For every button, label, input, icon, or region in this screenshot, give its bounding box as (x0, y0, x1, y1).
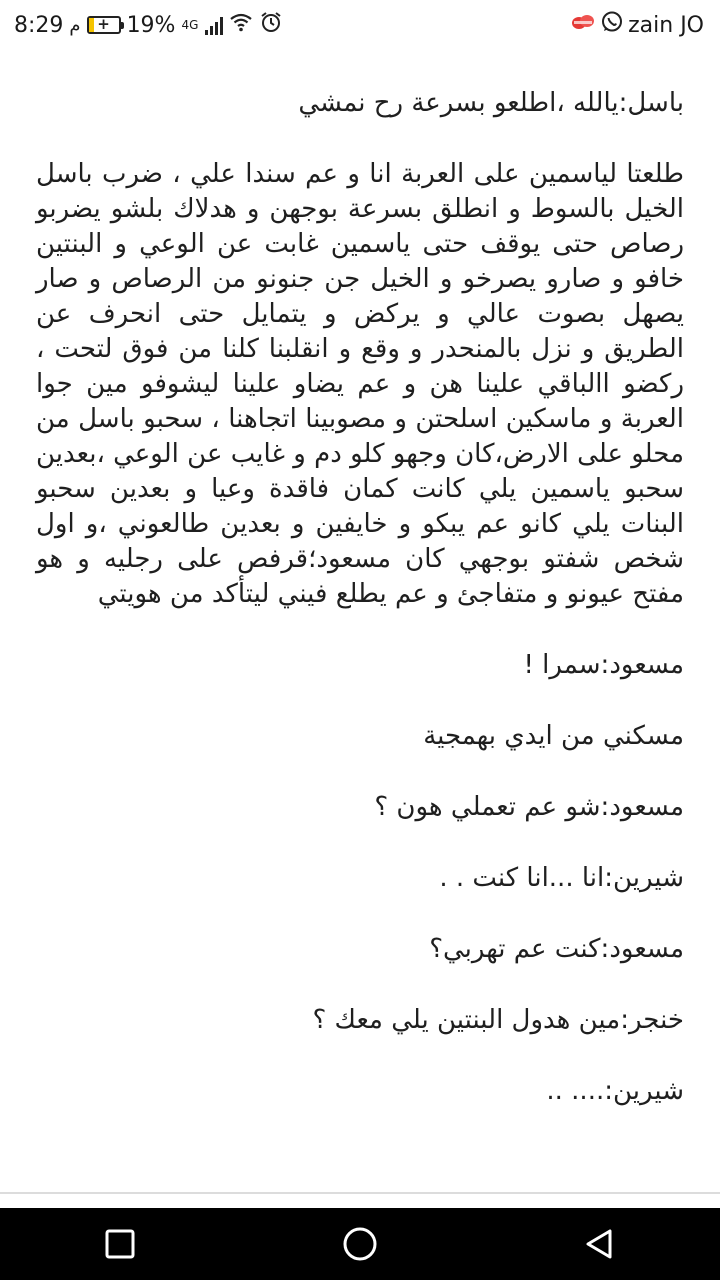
status-left-group (14, 10, 283, 40)
story-paragraph: خنجر:مين هدول البنتين يلي معك ؟ (312, 1005, 684, 1035)
story-paragraph: مسعود:سمرا ! (523, 650, 684, 680)
app-notification-icon (570, 12, 596, 38)
recent-apps-button[interactable] (80, 1214, 160, 1274)
status-am-pm: م (69, 14, 81, 36)
network-type: 4G (181, 18, 199, 32)
signal-icon (205, 15, 223, 35)
carrier-name: zain JO (628, 12, 704, 38)
story-paragraph: شيرين:انا ...انا كنت . . (439, 863, 684, 893)
content-divider (0, 1192, 720, 1194)
circle-icon (341, 1225, 379, 1263)
battery-charging-icon (87, 16, 121, 34)
status-bar (0, 0, 720, 50)
story-paragraph: باسل:يالله ،اطلعو بسرعة رح نمشي (298, 88, 684, 118)
wifi-icon (229, 12, 253, 38)
back-button[interactable] (560, 1214, 640, 1274)
story-paragraph: مسكني من ايدي بهمجية (423, 721, 684, 751)
home-button[interactable] (320, 1214, 400, 1274)
story-paragraph: شيرين:.... .. (546, 1076, 684, 1106)
story-paragraph: مسعود:شو عم تعملي هون ؟ (374, 792, 684, 822)
back-triangle-icon (583, 1227, 617, 1261)
story-text-area[interactable] (0, 50, 720, 1200)
alarm-icon (259, 10, 283, 40)
battery-percent: 19% (126, 12, 176, 38)
system-nav-bar (0, 1208, 720, 1280)
status-right-group (570, 10, 704, 40)
square-icon (104, 1228, 136, 1260)
story-paragraph: مسعود:كنت عم تهربي؟ (429, 934, 684, 964)
whatsapp-icon (600, 10, 624, 40)
charging-plus: + (97, 15, 110, 33)
story-paragraph: طلعتا لياسمين على العربة انا و عم سندا علي ، ضرب باسل الخيل بالسوط و انطلق بسرعة بوجهن و هدلاك بلشو يضربو رصاص حتى يوقف حتى ياسمين غابت عن الوعي و البنتين خافو و صارو يصرخو و الخيل جن جنونو من الرصاص و صار يصهل بصوت عالي و يركض و يتمايل حتى انحرف عن الطريق و نزل بالمنحدر و وقع و انقلبنا كلنا من فوق لتحت ، ركضو االباقي علينا هن و عم يضاو علينا ليشوفو مين جوا العربة و ماسكين اسلحتن و مصوبينا اتجاهنا ، سحبو باسل من محلو على الارض،كان وجهو كلو دم و غايب عن الوعي ،بعدين سحبو ياسمين يلي كانت كمان فاقدة وعيا و بعدين سحبو البنات يلي كانو عم يبكو و خايفين و بعدين طالعوني ،و اول شخص شفتو بوجهي كان مسعود؛قرفص على رجليه و هو مفتح عيونو و متفاجئ و عم يطلع فيني ليتأكد من هويتي (36, 159, 684, 609)
status-time: 8:29 (14, 12, 64, 38)
